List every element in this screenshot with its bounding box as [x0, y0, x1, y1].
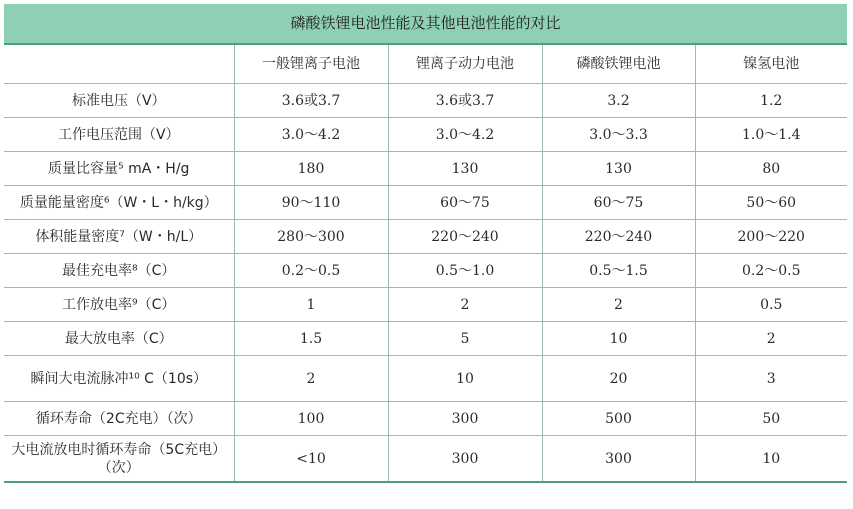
cell-value: 220～240: [388, 220, 542, 254]
cell-value: 1.2: [695, 84, 847, 118]
cell-value: 2: [234, 356, 388, 402]
header-lifepo4: 磷酸铁锂电池: [542, 45, 695, 84]
row-label: 最佳充电率⁸（C）: [4, 254, 234, 288]
table-row: [4, 84, 847, 118]
cell-value: 60～75: [542, 186, 695, 220]
cell-value: 1.5: [234, 322, 388, 356]
table-row: [4, 186, 847, 220]
cell-value: 3: [695, 356, 847, 402]
cell-value: 300: [542, 436, 695, 483]
table-row: [4, 402, 847, 436]
cell-value: 0.5～1.0: [388, 254, 542, 288]
row-label: 体积能量密度⁷（W・h/L）: [4, 220, 234, 254]
row-label: 质量能量密度⁶（W・L・h/kg）: [4, 186, 234, 220]
row-label: 大电流放电时循环寿命（5C充电）（次）: [4, 436, 234, 483]
cell-value: 3.0～4.2: [234, 118, 388, 152]
cell-value: 20: [542, 356, 695, 402]
table-row: [4, 220, 847, 254]
cell-value: 5: [388, 322, 542, 356]
cell-value: 0.5～1.5: [542, 254, 695, 288]
row-label: 最大放电率（C）: [4, 322, 234, 356]
battery-comparison-table: [4, 4, 847, 483]
cell-value: 60～75: [388, 186, 542, 220]
cell-value: 300: [388, 402, 542, 436]
table-row: [4, 322, 847, 356]
header-li-ion-power: 锂离子动力电池: [388, 45, 542, 84]
cell-value: 300: [388, 436, 542, 483]
row-label: 工作放电率⁹（C）: [4, 288, 234, 322]
table-row: [4, 254, 847, 288]
cell-value: 2: [388, 288, 542, 322]
row-label: 质量比容量⁵ mA・H/g: [4, 152, 234, 186]
cell-value: 3.0～4.2: [388, 118, 542, 152]
cell-value: 2: [542, 288, 695, 322]
cell-value: 10: [542, 322, 695, 356]
header-row: [4, 45, 847, 84]
cell-value: 50: [695, 402, 847, 436]
cell-value: 3.0～3.3: [542, 118, 695, 152]
cell-value: 2: [695, 322, 847, 356]
cell-value: 80: [695, 152, 847, 186]
cell-value: 0.2～0.5: [234, 254, 388, 288]
cell-value: 130: [542, 152, 695, 186]
header-corner: [4, 45, 234, 84]
cell-value: 500: [542, 402, 695, 436]
table-row: [4, 118, 847, 152]
header-general-li-ion: 一般锂离子电池: [234, 45, 388, 84]
table-row: [4, 436, 847, 483]
row-label: 工作电压范围（V）: [4, 118, 234, 152]
cell-value: 3.2: [542, 84, 695, 118]
cell-value: 0.2～0.5: [695, 254, 847, 288]
cell-value: 3.6或3.7: [388, 84, 542, 118]
row-label: 循环寿命（2C充电）（次）: [4, 402, 234, 436]
cell-value: <10: [234, 436, 388, 483]
cell-value: 180: [234, 152, 388, 186]
cell-value: 200～220: [695, 220, 847, 254]
cell-value: 1.0～1.4: [695, 118, 847, 152]
table-title: 磷酸铁锂电池性能及其他电池性能的对比: [4, 4, 847, 45]
row-label: 标准电压（V）: [4, 84, 234, 118]
cell-value: 10: [695, 436, 847, 483]
cell-value: 3.6或3.7: [234, 84, 388, 118]
cell-value: 100: [234, 402, 388, 436]
row-label: 瞬间大电流脉冲¹⁰ C（10s）: [4, 356, 234, 402]
cell-value: 0.5: [695, 288, 847, 322]
cell-value: 10: [388, 356, 542, 402]
cell-value: 220～240: [542, 220, 695, 254]
table-row: [4, 152, 847, 186]
cell-value: 130: [388, 152, 542, 186]
comparison-table-container: [4, 4, 847, 483]
cell-value: 280～300: [234, 220, 388, 254]
table-row: [4, 356, 847, 402]
cell-value: 50～60: [695, 186, 847, 220]
cell-value: 90～110: [234, 186, 388, 220]
table-row: [4, 288, 847, 322]
cell-value: 1: [234, 288, 388, 322]
header-nimh: 镍氢电池: [695, 45, 847, 84]
